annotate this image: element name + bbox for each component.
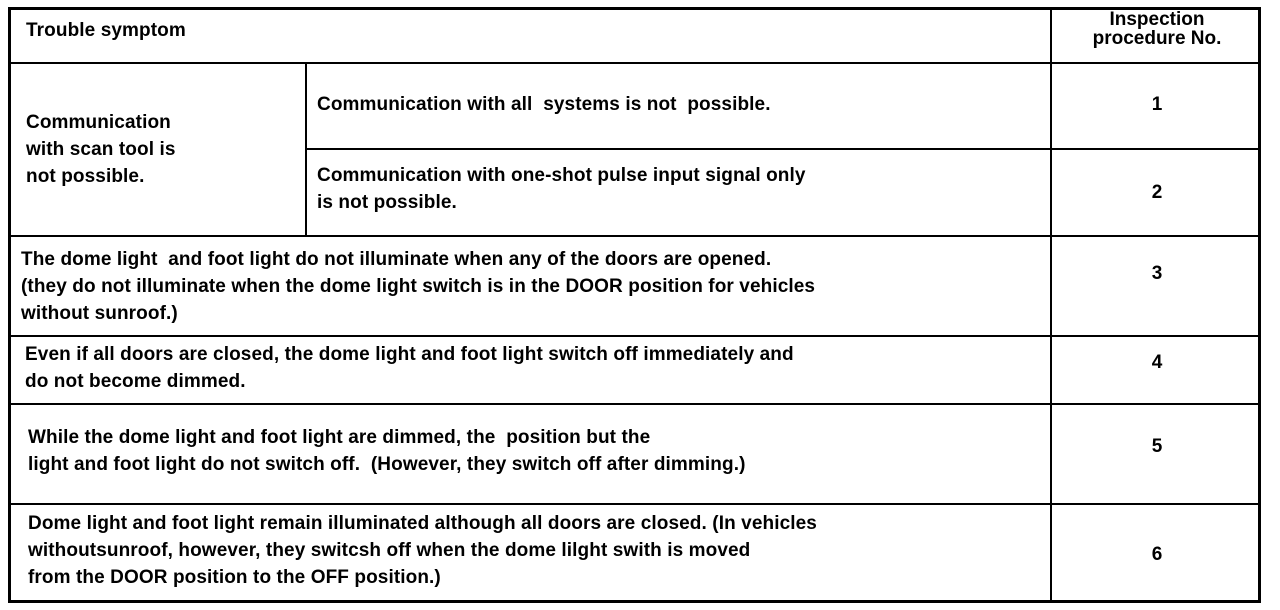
procedure-number: 6 xyxy=(1151,544,1163,565)
symptom-cell: Communication with one-shot pulse input signal only is not possible. xyxy=(317,165,806,213)
symptom-cell: The dome light and foot light do not illuminate when any of the doors are opened. (they do not illuminate when the dome light switch is in the DOOR position for vehicles without sunroof.) xyxy=(21,249,816,324)
procedure-number: 2 xyxy=(1151,182,1163,203)
symptom-cell: Communication with all systems is not possible. xyxy=(317,94,771,115)
group-communication-label: Communication with scan tool is not possible. xyxy=(26,112,176,187)
procedure-number: 3 xyxy=(1151,263,1163,284)
header-divider xyxy=(8,62,1261,64)
symptom-cell: While the dome light and foot light are dimmed, the position but the light and foot light do not switch off. (However, they switch off after dimming.) xyxy=(28,427,746,475)
row-divider xyxy=(8,503,1261,505)
row-divider xyxy=(8,235,1261,237)
symptom-cell: Dome light and foot light remain illuminated although all doors are closed. (In vehicles withoutsunroof, however, they switcsh off when the dome lilght swith is moved from the DOOR position to the OFF position.) xyxy=(28,513,817,588)
row-divider xyxy=(8,403,1261,405)
procedure-number: 1 xyxy=(1151,94,1163,115)
procedure-number: 4 xyxy=(1151,352,1163,373)
procedure-number: 5 xyxy=(1151,436,1163,457)
row-divider xyxy=(8,335,1261,337)
group-column-divider xyxy=(305,63,307,236)
header-trouble-symptom: Trouble symptom xyxy=(26,20,186,41)
row-divider xyxy=(306,148,1261,150)
column-divider xyxy=(1050,7,1052,603)
symptom-cell: Even if all doors are closed, the dome light and foot light switch off immediately and do not become dimmed. xyxy=(25,344,794,392)
header-inspection-procedure-no: Inspection procedure No. xyxy=(1092,9,1222,49)
